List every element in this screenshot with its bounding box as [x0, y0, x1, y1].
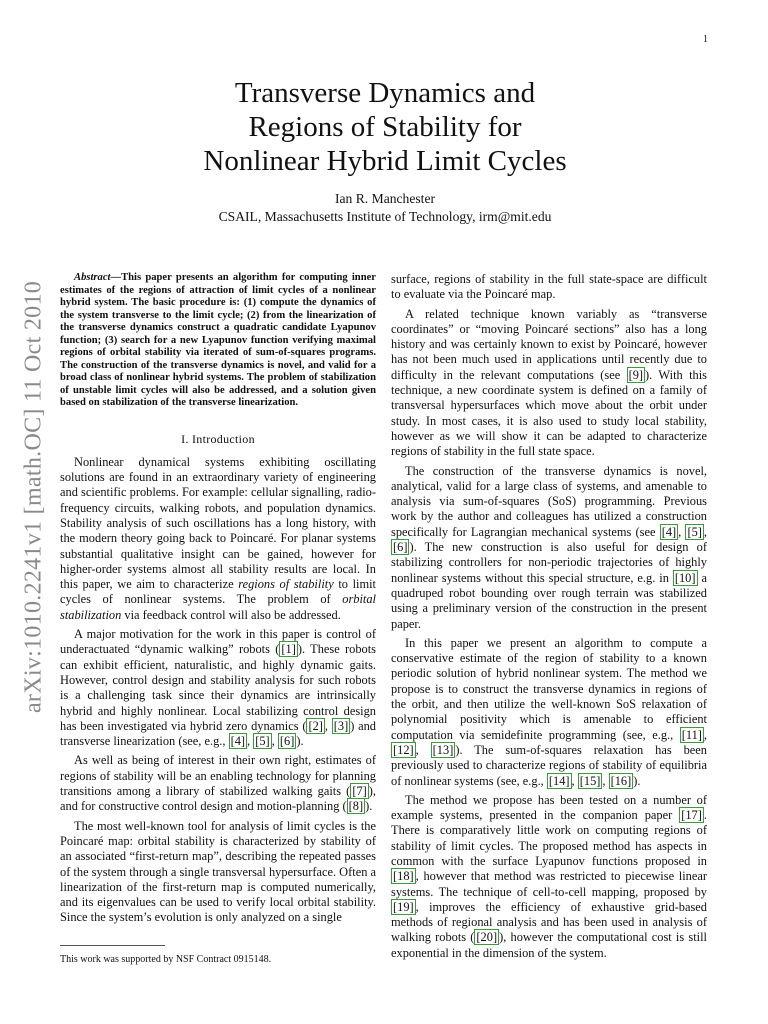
citation-link[interactable]: [17]: [681, 808, 702, 823]
text-run: ,: [324, 718, 332, 733]
title-line: Nonlinear Hybrid Limit Cycles: [203, 145, 567, 177]
citation-link[interactable]: [4]: [661, 524, 677, 539]
text-run: via feedback control will also be addressed.: [121, 607, 341, 622]
citation-link[interactable]: [8]: [348, 799, 364, 814]
text-run: ).: [365, 799, 373, 814]
abstract-text: —This paper presents an algorithm for computing inner estimates of the regions of attraction of limit cycles of a nonlinear hybrid system. The basic procedure is: (1) compute the dynamics of the system transverse to the limit cycle; (2) from the linearization of the transverse dynamics construct a quadratic candidate Lyapunov function; (3) search for a new Lyapunov function verifying maximal regions of orbital stability via iterated of sum-of-squares programs. The construction of the transverse dynamics is novel, and valid for a broad class of nonlinear hybrid systems. The problem of stabilization of unstable limit cycles will also be addressed, and a solution given based on stabilization of the transverse linearization.: [60, 272, 376, 408]
text-run: A related technique known variably as “transverse coordinates” or “moving Poincaré sections” also has a long history and was certainly known to exist by Poincaré, however has not been much used in applications until recently due to difficulty in the relevant computations (see: [391, 306, 707, 382]
text-run: Nonlinear dynamical systems exhibiting oscillating solutions are found in an extraordinary variety of engineering and scientific problems. For example: cellular signalling, radio-frequency circuits, walking robots, and population dynamics. Stability analysis of such oscillations has a long history, with the modern theory going back to Poincaré. For planar systems substantial qualitative insight can be gained, however for higher-order systems almost all stability results are local. In this paper, we aim to characterize: [60, 454, 376, 592]
text-run: A major motivation for the work in this paper is control of underactuated “dynamic walking” robots (: [60, 627, 376, 657]
citation-link[interactable]: [12]: [393, 742, 414, 757]
citation-link[interactable]: [10]: [674, 570, 696, 585]
paragraph: [60, 753, 376, 814]
citation-link[interactable]: [20]: [476, 930, 498, 945]
footnote: This work was supported by NSF Contract 0915148.: [60, 954, 272, 965]
title-line: Transverse Dynamics and: [234, 77, 536, 109]
text-run: ). With this technique, a new coordinate system is defined on a family of transversal hypersurfaces which move about the orbit under study. In most cases, it is also used to study local stability, however as we will show it can be adapted to characterize regions of stability in the full state space.: [391, 367, 707, 459]
text-run: ). The new construction is also useful for design of stabilizing controllers for non-periodic trajectories of highly nonlinear systems without this special structure, e.g. in: [391, 540, 707, 585]
paragraph: [60, 455, 376, 623]
citation-link[interactable]: [19]: [393, 899, 414, 914]
text-run: ,: [571, 773, 578, 788]
text-run: , improves the efficiency of exhaustive grid-based methods of regional analysis and has been used in analysis of walking robots (: [391, 899, 707, 945]
text-run: In this paper we present an algorithm to compute a conservative estimate of the region of stability to a known periodic solution of hybrid nonlinear system. The method we propose is to construct the transverse dynamics in regions of the orbit, and then utilize the well-known SoS relaxation of polynomial positivity which is amenable to efficient computation via semidefinite programming (see, e.g.,: [391, 635, 707, 742]
left-column: [60, 272, 376, 930]
emphasis: regions of stability: [238, 577, 334, 592]
text-run: The method we propose has been tested on a number of example systems, presented in the companion paper: [391, 792, 707, 823]
citation-link[interactable]: [1]: [281, 642, 296, 657]
paragraph: [391, 307, 707, 460]
text-run: ,: [703, 727, 707, 742]
right-column: [391, 272, 707, 965]
citation-link[interactable]: [16]: [610, 773, 632, 788]
citation-link[interactable]: [5]: [687, 524, 702, 539]
text-run: ,: [271, 734, 278, 749]
citation-link[interactable]: [6]: [393, 540, 408, 555]
paragraph: [391, 793, 707, 961]
citation-link[interactable]: [2]: [308, 718, 323, 733]
emphasis: orbital stabilization: [60, 592, 376, 622]
footnote-rule: [60, 945, 165, 946]
paragraph: [391, 464, 707, 632]
paragraph: [391, 636, 707, 789]
citation-link[interactable]: [11]: [681, 727, 702, 742]
citation-link[interactable]: [3]: [333, 718, 349, 733]
text-run: ,: [415, 742, 431, 757]
text-run: . There is comparatively little work on computing regions of stability of limit cycles. The proposed method has aspects in common with the surface Lyapunov functions proposed in: [391, 808, 707, 868]
author-block: [130, 190, 640, 226]
citation-link[interactable]: [14]: [548, 773, 570, 788]
text-run: The construction of the transverse dynamics is novel, analytical, valid for a large class of systems, and amenable to analysis via sum-of-squares (SoS) programming. Previous work by the author and colleagues has utilized a construction specifically for Lagrangian mechanical systems (see: [391, 463, 707, 539]
text-run: ,: [703, 524, 707, 539]
citation-link[interactable]: [6]: [279, 734, 295, 749]
title-line: Regions of Stability for: [248, 111, 522, 143]
text-run: a quadruped robot bounding over rough terrain was stabilized using a preliminary version of the construction in the present paper.: [391, 570, 707, 631]
text-run: , however that method was restricted to piecewise linear systems. The technique of cell-to-cell mapping, proposed by: [391, 869, 707, 899]
text-run: to limit cycles of nonlinear systems. The problem of: [60, 577, 376, 607]
citation-link[interactable]: [7]: [352, 784, 367, 799]
paper-title: [130, 76, 640, 178]
author-affiliation: CSAIL, Massachusetts Institute of Technology, irm@mit.edu: [218, 209, 552, 224]
page-number: 1: [703, 34, 708, 45]
text-run: ) and transverse linearization (see, e.g.,: [60, 718, 376, 749]
text-run: ).: [296, 734, 304, 749]
text-run: As well as being of interest in their own right, estimates of regions of stability will be an enabling technology for planning transitions among a library of stabilized walking gaits (: [60, 753, 376, 799]
text-run: ). The sum-of-squares relaxation has been previously used to characterize regions of stability of equilibria of nonlinear systems (see, e.g.,: [391, 742, 707, 788]
text-run: ).: [633, 773, 641, 788]
abstract-label: Abstract: [74, 272, 111, 283]
text-run: ), however the computational cost is still exponential in the dimension of the system.: [391, 930, 707, 960]
text-run: ,: [602, 773, 609, 788]
arxiv-identifier: arXiv:1010.2241v1 [math.OC] 11 Oct 2010: [20, 280, 47, 714]
abstract: [60, 272, 376, 410]
paragraph: [60, 627, 376, 749]
text-run: ,: [678, 524, 686, 539]
text-run: ), and for constructive control design and motion-planning (: [60, 784, 376, 814]
citation-link[interactable]: [18]: [393, 869, 414, 884]
citation-link[interactable]: [13]: [432, 742, 454, 757]
citation-link[interactable]: [4]: [230, 734, 246, 749]
paragraph: The most well-known tool for analysis of limit cycles is the Poincaré map: orbital stability is characterized by stability of an associated “first-return map”, describing the repeated passes of the system through a single transversal hypersurface. Often a linearization of the first-return map is computed numerically, and its eigenvalues can be used to verify local orbital stability. Since the system’s evolution is only analyzed on a single: [60, 818, 376, 925]
paragraph: surface, regions of stability in the full state-space are difficult to evaluate via the Poincaré map.: [391, 272, 707, 302]
citation-link[interactable]: [9]: [628, 367, 644, 382]
text-run: ). These robots can exhibit efficient, naturalistic, and highly dynamic gaits. However, control design and stability analysis for such robots is a challenging task since their dynamics are intrinsically hybrid and highly nonlinear. Local stabilizing control design has been investigated via hybrid zero dynamics (: [60, 642, 376, 733]
text-run: ,: [247, 734, 254, 749]
citation-link[interactable]: [15]: [579, 773, 601, 788]
section-heading-introduction: I. Introduction: [181, 431, 255, 446]
citation-link[interactable]: [5]: [255, 734, 270, 749]
author-name: Ian R. Manchester: [334, 191, 436, 206]
